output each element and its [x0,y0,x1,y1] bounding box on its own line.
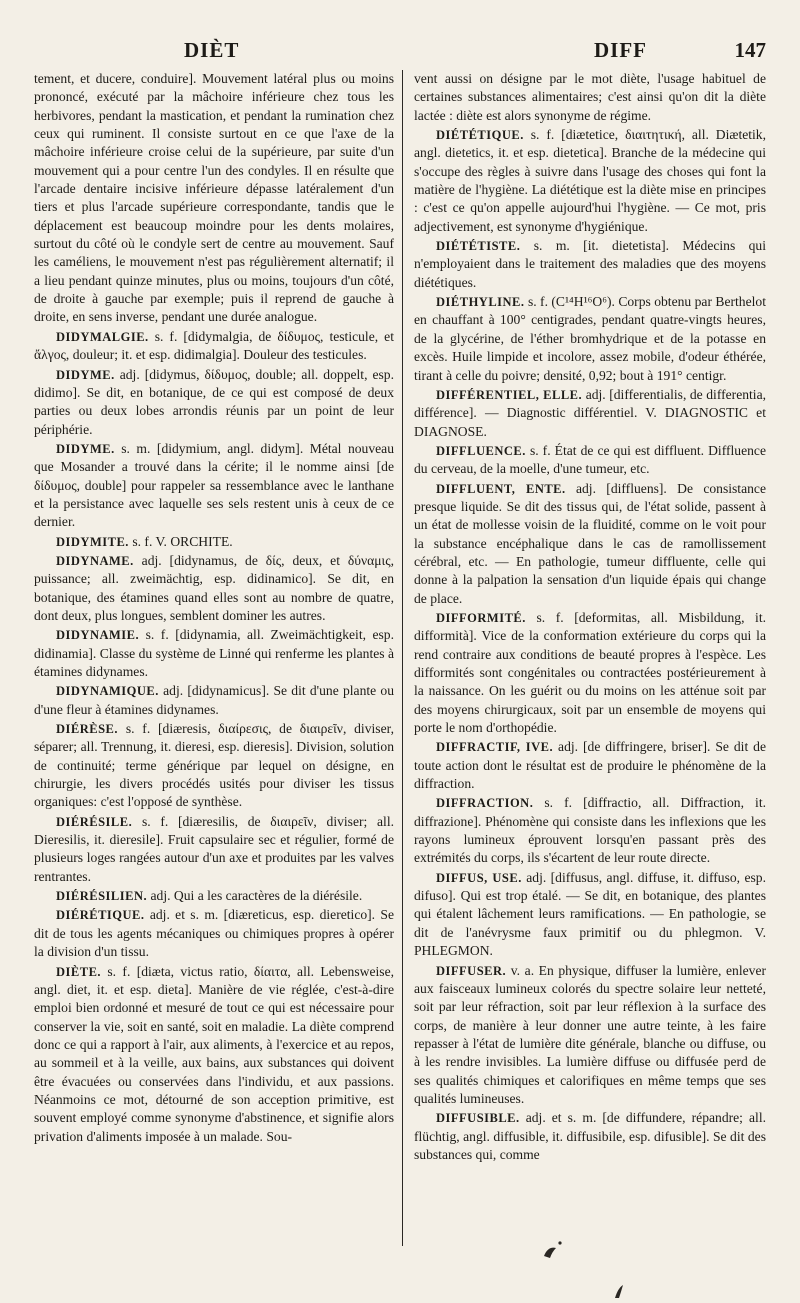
dictionary-entry [34,366,394,439]
entry-text: vent aussi on désigne par le mot diète, l'usage habituel de certaines substances alimentaires; c'est ainsi qu'on dit la diète lactée : diète est alors synonyme de régime. [414,71,766,123]
header-right-word: DIFF [594,38,647,62]
entry-headword: DIDYME. [56,367,115,382]
entry-headword: DIÉRÉSILE. [56,814,133,829]
header-left-word: DIÈT [184,38,240,62]
entry-headword: DIDYNAMIE. [56,628,140,643]
entry-headword: DIÉRÈSE. [56,722,119,737]
entry-headword: DIFFUSIBLE. [436,1111,520,1126]
entry-headword: DIÉTÉTISTE. [436,239,521,254]
dictionary-entry [414,480,766,608]
dictionary-entry [414,869,766,961]
dictionary-entry [414,962,766,1109]
right-column [414,70,766,1165]
entry-headword: DIFFORMITÉ. [436,610,526,625]
entry-text: s. f. [diæresis, διαίρεσις, de διαιρεῖν, diviser, séparer; all. Trennung, it. dieresi, esp. dieresis]. Division, solution de continuité; terme générique par lequel on désigne, en chirurgie, les divers procédés usités pour diviser les tissus organiques: c'est l'opposé de synthèse. [34,721,394,810]
entry-text: v. a. En physique, diffuser la lumière, enlever aux faisceaux lumineux colorés du spectre solaire leur netteté, soit par leur réfraction, soit par leur réflexion à la surface des corps, de manière à leur donner une autre teinte, à les faire repasser à l'état de lumière dite générale, blanche ou diffuse, ou à les rendre invisibles. La lumière diffuse ou diffusée perd de ses qualités chimiques et calorifiques en même temps que ses qualités lumineuses. [414,962,767,1106]
entry-text: s. f. [didymalgia, de δίδυμος, testicule, et ἄλγος, douleur; it. et esp. didimalgia]. Douleur des testicules. [34,328,394,363]
ink-speck-mark [612,1282,628,1300]
entry-headword: DIFFLUENCE. [436,443,526,458]
entry-headword: DIDYNAMIQUE. [56,684,159,699]
entry-text: s. f. État de ce qui est diffluent. Diffluence du cerveau, de la moelle, d'une tumeur, etc. [414,442,766,477]
entry-text: s. f. [diffractio, all. Diffraction, it. diffrazione]. Phénomène qui consiste dans les inflexions que les rayons lumineux éprouvent lorsqu'en passant près des extrémités du corps, ils s'écartent de leur route directe. [414,795,766,866]
entry-headword: DIÈTE. [56,964,102,979]
entry-text: s. f. (C¹⁴H¹⁶O⁶). Corps obtenu par Berthelot en chauffant à 100° centigrades, pendant quatre-vingts heures, de la glycérine, de l'éther bromhydrique et de la potasse en excès. Huile limpide et incolore, assez mobile, d'odeur éthérée, tirant à celle du poivre; densité, 0,92; bout à 191° centigr. [414,294,766,383]
entry-text: adj. et s. m. [de diffundere, répandre; all. flüchtig, angl. diffusible, it. diffusibile, esp. difusible]. Se dit des substances qui, comme [414,1110,766,1162]
entry-text: adj. Qui a les caractères de la diérésile. [150,888,363,904]
entry-text: s. f. [diætetice, διαιτητική, all. Diætetik, angl. dietetics, it. et esp. dietetica]. Branche de la médecine qui s'occupe des règles à suivre dans l'usage des choses qui font la matière de l'hygiène. La diététique est la diète mise en principes : c'est ce qu'on appelle aujourd'hui l'hygiène. — Ce mot, pris adjectivement, est synonyme d'hygiénique. [414,127,767,234]
entry-headword: DIFFUSER. [436,963,507,978]
entry-text: s. m. [didymium, angl. didym]. Métal nouveau que Mosander a trouvé dans la cérite; il le nomme ainsi [de δίδυμος, double] pour rappeler sa ressemblance avec le lanthane et la persistance avec laquelle ses sels restent unis à ceux de ce dernier. [34,440,394,530]
dictionary-entry [414,237,766,292]
entry-text: s. f. V. ORCHITE. [132,533,233,549]
entry-headword: DIDYNAME. [56,553,134,568]
dictionary-entry [34,887,394,905]
dictionary-entry [414,1109,766,1164]
dictionary-entry [414,293,766,385]
entry-text: adj. [diffluens]. De consistance presque liquide. Se dit des tissus qui, de l'état solide, passent à un état de mollesse voisin de la fluidité, comme on le voit pour la substance encéphalique dans le cas de ramollissement cérébral, etc. — En pathologie, tumeur diffluente, celle qui donne à la palpation la sensation d'un liquide épais qui change de place. [414,480,766,606]
entry-text: s. f. [diæresilis, de διαιρεῖν, diviser; all. Dieresilis, it. dieresile]. Fruit capsulaire sec et régulier, formé de plusieurs loges rangées autour d'un axe et produites par les valves rentrantes. [34,813,394,884]
entry-headword: DIDYME. [56,441,115,456]
dictionary-entry [414,386,766,441]
ink-speck-mark [538,1238,568,1262]
entry-headword: DIÉTHYLINE. [436,295,525,310]
dictionary-entry [414,70,766,125]
dictionary-entry [34,440,394,532]
entry-text: adj. [didynamus, de δίς, deux, et δύναμις, puissance; all. zweimächtig, esp. didinamico]. Se dit, en botanique, des étamines quand elles sont au nombre de quatre, dont deux, plus longues, semblent dominer les autres. [34,552,394,623]
entry-text: adj. [didynamicus]. Se dit d'une plante ou d'une fleur à étamines didynames. [34,683,394,717]
dictionary-entry [34,813,394,886]
column-divider [402,70,403,1246]
dictionary-entry [34,70,394,327]
dictionary-entry [414,609,766,737]
entry-text: s. f. [diæta, victus ratio, δίαιτα, all. Lebensweise, angl. diet, it. et esp. dieta]. Manière de vie réglée, c'est-à-dire emploi bien ordonné et mesuré de tout ce qui est nécessaire pour conserver la vie, soit en santé, soit en maladie. La diète comprend donc ce qui a rapport à l'air, aux aliments, à l'exercice et au repos, au sommeil et à la veille, aux bains, aux substances qui doivent être évacuées ou conservées dans l'individu, et aux passions. Néanmoins ce mot, détourné de son acception primitive, est souvent employé comme synonyme d'abstinence, et signifie alors privation d'aliments imposée à un malade. Sou- [34,963,394,1144]
entry-text: adj. [diffusus, angl. diffuse, it. diffuso, esp. difuso]. Qui est trop étalé. — Se dit, en botanique, des plantes qui étalent lâchement leurs ramifications. — En pathologie, se dit de l'anévrysme faux primitif ou du phlegmon. V. PHLEGMON. [414,869,766,959]
dictionary-entry [34,906,394,961]
entry-headword: DIFFRACTIF, IVE. [436,740,554,755]
dictionary-entry [34,328,394,365]
entry-text: adj. et s. m. [diæreticus, esp. dieretico]. Se dit de tous les agents mécaniques ou chimiques propres à opérer la division d'un tissu. [34,907,394,960]
entry-headword: DIFFRACTION. [436,796,534,811]
entry-headword: DIÉRÉSILIEN. [56,889,148,904]
entry-text: adj. [de diffringere, briser]. Se dit de toute action dont le résultat est de produire le phénomène de la diffraction. [414,739,766,792]
dictionary-entry [414,738,766,793]
entry-text: adj. [differentialis, de differentia, différence]. — Diagnostic différentiel. V. DIAGNOSTIC et DIAGNOSE. [414,386,767,439]
entry-text: tement, et ducere, conduire]. Mouvement latéral plus ou moins prononcé, exécuté par la mâchoire inférieure chez tous les herbivores, pendant la mastication, et pendant la rumination chez ceux qui ruminent. Il consiste surtout en ce que l'axe de la mâchoire inférieure croise celui de la supérieure, par suite d'un mouvement qui a pour centre l'un des condyles. Il en résulte que l'arcade dentaire incisive inférieure dépasse latéralement d'un tiers et plus l'arcade supérieure correspondante, tandis que le déplacement est beaucoup moindre pour les dents molaires, surtout du côté où le condyle sert de centre au mouvement. Sauf les caméliens, le mouvement n'est pas régulièrement alternatif; il a lieu pendant quinze minutes, plus ou moins, toujours d'un côté, de droite à gauche par exemple; puis il reprend de gauche à droite, en sens inverse, pendant une durée analogue. [34,71,394,325]
running-header [34,38,766,64]
entry-headword: DIÉTÉTIQUE. [436,128,524,143]
dictionary-entry [414,794,766,867]
dictionary-entry [34,963,394,1146]
entry-headword: DIÉRÉTIQUE. [56,908,145,923]
entry-headword: DIFFLUENT, ENTE. [436,481,566,496]
dictionary-entry [34,552,394,625]
dictionary-entry [34,682,394,719]
entry-text: s. f. [deformitas, all. Misbildung, it. difformità]. Vice de la conformation extérieure du corps qui la rend contraire aux conditions de beauté propres à l'espèce. Les difformités sont congénitales ou contractées postérieurement à la naissance. On les guérit ou du moins on les atténue soit par des moyens chirurgicaux, soit par un ensemble de moyens qui porte le nom d'orthopédie. [414,609,766,736]
left-column [34,70,394,1147]
entry-headword: DIFFUS, USE. [436,870,522,885]
entry-headword: DIDYMITE. [56,534,129,549]
dictionary-entry [414,126,766,236]
entry-text: adj. [didymus, δίδυμος, double; all. doppelt, esp. didimo]. Se dit, en botanique, de ce qui est composé de deux parties ou deux lobes arrondis réunis par un point de leur périphérie. [34,366,394,437]
dictionary-entry [34,533,394,551]
dictionary-entry [34,626,394,681]
entry-headword: DIDYMALGIE. [56,329,149,344]
entry-headword: DIFFÉRENTIEL, ELLE. [436,387,583,402]
entry-text: s. f. [didynamia, all. Zweimächtigkeit, esp. didinamia]. Classe du système de Linné qui renferme les plantes à étamines didynames. [34,627,394,679]
dictionary-entry [34,720,394,812]
entry-text: s. m. [it. dietetista]. Médecins qui n'employaient dans le traitement des maladies que des moyens diététiques. [414,238,766,290]
dictionary-entry [414,442,766,479]
page-number: 147 [734,38,766,62]
